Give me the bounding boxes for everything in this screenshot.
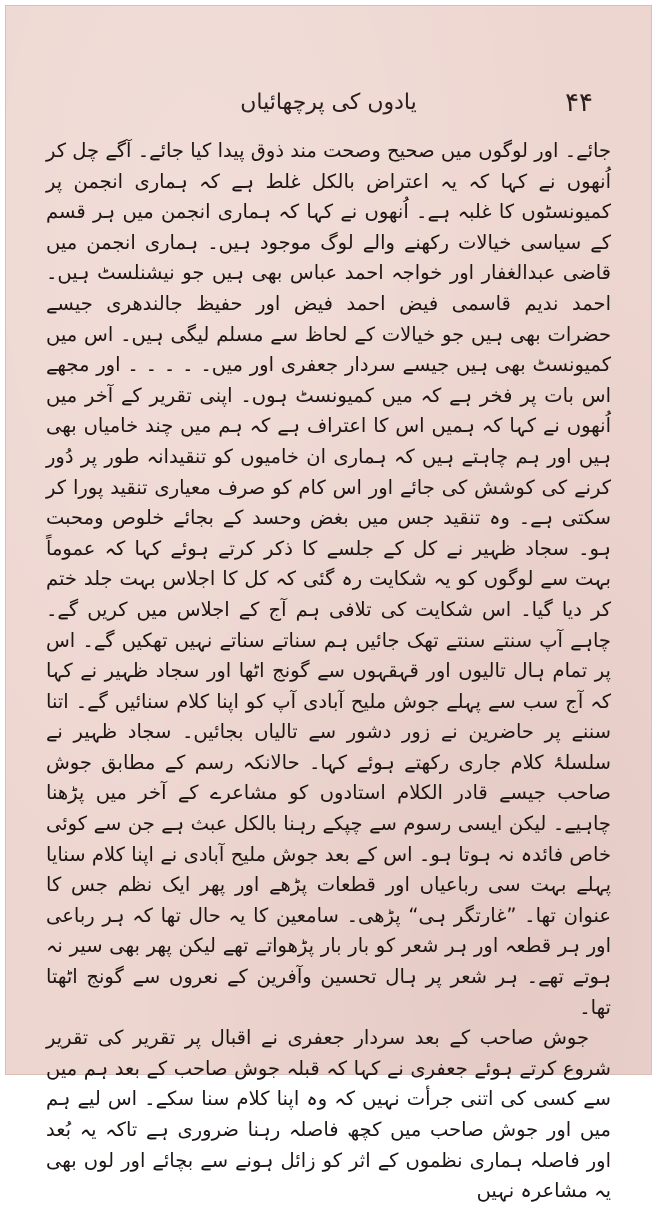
page-number: ۴۴: [565, 88, 593, 118]
body-text: [46, 136, 611, 1207]
running-head: [46, 88, 611, 128]
paragraph-1: جائے۔ اور لوگوں میں صحیح وصحت مند ذوق پیدا کیا جائے۔ آگے چل کر اُنھوں نے کہا کہ یہ اعتراض بالکل غلط ہے کہ ہماری انجمن پر کمیونسٹوں کا غلبہ ہے۔ اُنھوں نے کہا کہ ہماری انجمن میں ہر قسم کے سیاسی خیالات رکھنے والے لوگ موجود ہیں۔ ہماری انجمن میں قاضی عبدالغفار اور خواجہ احمد عباس بھی ہیں جو نیشنلسٹ ہیں۔ احمد ندیم قاسمی فیض احمد فیض اور حفیظ جالندھری جیسے حضرات بھی ہیں جو خیالات کے لحاظ سے مسلم لیگی ہیں۔ اس میں کمیونسٹ بھی ہیں جیسے سردار جعفری اور میں۔ ۔ ۔ ۔ ۔ اور مجھے اس بات پر فخر ہے کہ میں کمیونسٹ ہوں۔ اپنی تقریر کے آخر میں اُنھوں نے کہا کہ ہمیں اس کا اعتراف ہے کہ ہم میں چند خامیاں بھی ہیں اور ہم چاہتے ہیں کہ ہماری ان خامیوں کو تنقیدانہ طور پر دُور کرنے کی کوشش کی جائے اور اس کام کو صرف معیاری تنقید پورا کر سکتی ہے۔ وہ تنقید جس میں بغض وحسد کے بجائے خلوص ومحبت ہو۔ سجاد ظہیر نے کل کے جلسے کا ذکر کرتے ہوئے کہا کہ عموماً بہت سے لوگوں کو یہ شکایت رہ گئی کہ کل کا اجلاس بہت جلد ختم کر دیا گیا۔ اس شکایت کی تلافی ہم آج کے اجلاس میں کریں گے۔ چاہے آپ سنتے سنتے تھک جائیں ہم سناتے سناتے نہیں تھکیں گے۔ اس پر تمام ہال تالیوں اور قہقہوں سے گونج اٹھا اور سجاد ظہیر نے کہا کہ آج سب سے پہلے جوش ملیح آبادی آپ کو اپنا کلام سنائیں گے۔ اتنا سننے پر حاضرین نے زور دشور سے تالیاں بجائیں۔ سجاد ظہیر نے سلسلۂ کلام جاری رکھتے ہوئے کہا۔ حالانکہ رسم کے مطابق جوش صاحب جیسے قادر الکلام استادوں کو مشاعرے کے آخر میں پڑھنا چاہیے۔ لیکن ایسی رسوم سے چپکے رہنا بالکل عبث ہے جن سے کوئی خاص فائدہ نہ ہوتا ہو۔ اس کے بعد جوش ملیح آبادی نے اپنا کلام سنایا پہلے بہت سی رباعیاں اور قطعات پڑھے اور پھر ایک نظم جس کا عنوان تھا۔ ”غارتگر ہی“ پڑھی۔ سامعین کا یہ حال تھا کہ ہر رباعی اور ہر قطعہ اور ہر شعر کو بار بار پڑھواتے تھے لیکن پھر بھی سیر نہ ہوتے تھے۔ ہر شعر پر ہال تحسین وآفرین کے نعروں سے گونج اٹھتا تھا۔: [46, 139, 611, 1019]
running-title: یادوں کی پرچھائیاں: [240, 90, 417, 115]
book-page: [6, 6, 651, 1203]
paragraph-2: جوش صاحب کے بعد سردار جعفری نے اقبال پر تقریر کی تقریر شروع کرتے ہوئے جعفری نے کہا کہ قبلہ جوش صاحب کے بعد ہم میں سے کسی کی اتنی جرأت نہیں کہ وہ اپنا کلام سنا سکے۔ اس لیے ہم میں اور جوش صاحب میں کچھ فاصلہ رہنا ضروری ہے تاکہ یہ بُعد اور فاصلہ ہماری نظموں کے اثر کو زائل ہونے سے بچائے اور لوں بھی یہ مشاعرہ نہیں: [46, 1026, 611, 1203]
